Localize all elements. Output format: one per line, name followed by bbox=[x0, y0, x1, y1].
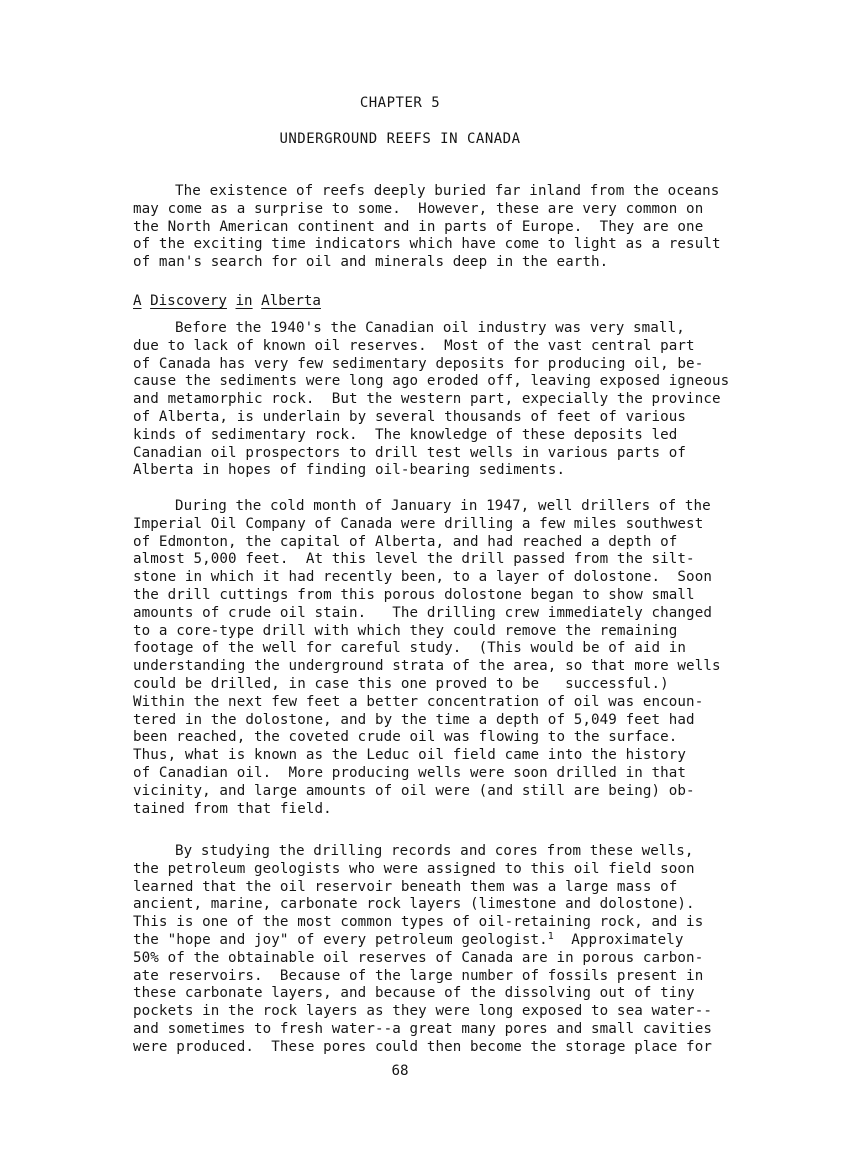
text-line: almost 5,000 feet. At this level the drill passed from the silt- bbox=[133, 551, 695, 568]
text-line: Canadian oil prospectors to drill test wells in various parts of bbox=[133, 444, 687, 461]
text-fragment: the "hope and joy" of every petroleum geologist. bbox=[133, 931, 548, 948]
text-line: and sometimes to fresh water--a great many pores and small cavities bbox=[133, 1020, 712, 1037]
text-line: By studying the drilling records and cores from these wells, bbox=[175, 843, 694, 859]
chapter-title: UNDERGROUND REEFS IN CANADA bbox=[279, 131, 521, 147]
text-line: ate reservoirs. Because of the large number of fossils present in bbox=[133, 967, 704, 984]
text-line: of man's search for oil and minerals deep in the earth. bbox=[133, 254, 609, 271]
heading-word: in bbox=[235, 293, 253, 309]
text-line: may come as a surprise to some. However, these are very common on bbox=[133, 200, 704, 217]
text-line: learned that the oil reservoir beneath them was a large mass of bbox=[133, 878, 678, 895]
text-line: This is one of the most common types of oil-retaining rock, and is bbox=[133, 914, 704, 931]
text-line: the North American continent and in parts of Europe. They are one bbox=[133, 218, 704, 235]
text-line: vicinity, and large amounts of oil were (and still are being) ob- bbox=[133, 782, 695, 799]
paragraph-leduc-discovery bbox=[133, 498, 721, 818]
text-line: amounts of crude oil stain. The drilling crew immediately changed bbox=[133, 604, 712, 621]
text-fragment: Approximately bbox=[553, 931, 684, 948]
text-line: of Edmonton, the capital of Alberta, and had reached a depth of bbox=[133, 533, 678, 550]
footnote-marker: 1 bbox=[547, 930, 554, 942]
text-line: understanding the underground strata of the area, so that more wells bbox=[133, 658, 721, 675]
paragraph-carbonate-reservoir bbox=[133, 843, 713, 1057]
text-line: Before the 1940's the Canadian oil industry was very small, bbox=[175, 320, 685, 336]
text-line: Thus, what is known as the Leduc oil field came into the history bbox=[133, 747, 687, 764]
text-line: ancient, marine, carbonate rock layers (limestone and dolostone). bbox=[133, 896, 695, 913]
text-line: of the exciting time indicators which have come to light as a result bbox=[133, 236, 721, 253]
text-line: pockets in the rock layers as they were long exposed to sea water-- bbox=[133, 1003, 712, 1020]
text-line: the petroleum geologists who were assigned to this oil field soon bbox=[133, 860, 695, 877]
text-line: Imperial Oil Company of Canada were drilling a few miles southwest bbox=[133, 515, 704, 532]
page-number: 68 bbox=[391, 1063, 409, 1079]
text-line: due to lack of known oil reserves. Most of the vast central part bbox=[133, 337, 695, 354]
text-line: kinds of sedimentary rock. The knowledge of these deposits led bbox=[133, 426, 678, 443]
text-line: footage of the well for careful study. (This would be of aid in bbox=[133, 640, 687, 657]
text-line: of Canadian oil. More producing wells were soon drilled in that bbox=[133, 764, 687, 781]
text-line: been reached, the coveted crude oil was flowing to the surface. bbox=[133, 729, 678, 746]
heading-word: Alberta bbox=[261, 293, 321, 309]
text-line: the drill cuttings from this porous dolostone began to show small bbox=[133, 586, 695, 603]
text-line: Alberta in hopes of finding oil-bearing sediments. bbox=[133, 462, 566, 479]
text-line: stone in which it had recently been, to a layer of dolostone. Soon bbox=[133, 569, 712, 586]
text-line: to a core-type drill with which they could remove the remaining bbox=[133, 622, 678, 639]
text-line: of Canada has very few sedimentary deposits for producing oil, be- bbox=[133, 355, 704, 372]
text-line: The existence of reefs deeply buried far inland from the oceans bbox=[175, 183, 720, 199]
text-line: were produced. These pores could then become the storage place for bbox=[133, 1038, 712, 1055]
heading-word: A bbox=[133, 293, 142, 309]
text-line: and metamorphic rock. But the western part, expecially the province bbox=[133, 391, 721, 408]
text-line: During the cold month of January in 1947, well drillers of the bbox=[175, 498, 711, 514]
intro-paragraph bbox=[133, 183, 721, 272]
text-line: tained from that field. bbox=[133, 800, 332, 817]
text-line: cause the sediments were long ago eroded off, leaving exposed igneous bbox=[133, 373, 730, 390]
text-line: of Alberta, is underlain by several thousands of feet of various bbox=[133, 408, 687, 425]
text-line: tered in the dolostone, and by the time a depth of 5,049 feet had bbox=[133, 711, 695, 728]
text-line-with-footnote bbox=[133, 932, 713, 950]
section-heading bbox=[133, 293, 321, 311]
chapter-label: CHAPTER 5 bbox=[359, 95, 441, 111]
text-line: Within the next few feet a better concentration of oil was encoun- bbox=[133, 693, 704, 710]
text-line: could be drilled, in case this one proved to be successful.) bbox=[133, 675, 669, 692]
text-line: these carbonate layers, and because of the dissolving out of tiny bbox=[133, 985, 695, 1002]
paragraph-alberta-sediments bbox=[133, 320, 730, 480]
text-line: 50% of the obtainable oil reserves of Canada are in porous carbon- bbox=[133, 949, 704, 966]
heading-word: Discovery bbox=[150, 293, 227, 309]
